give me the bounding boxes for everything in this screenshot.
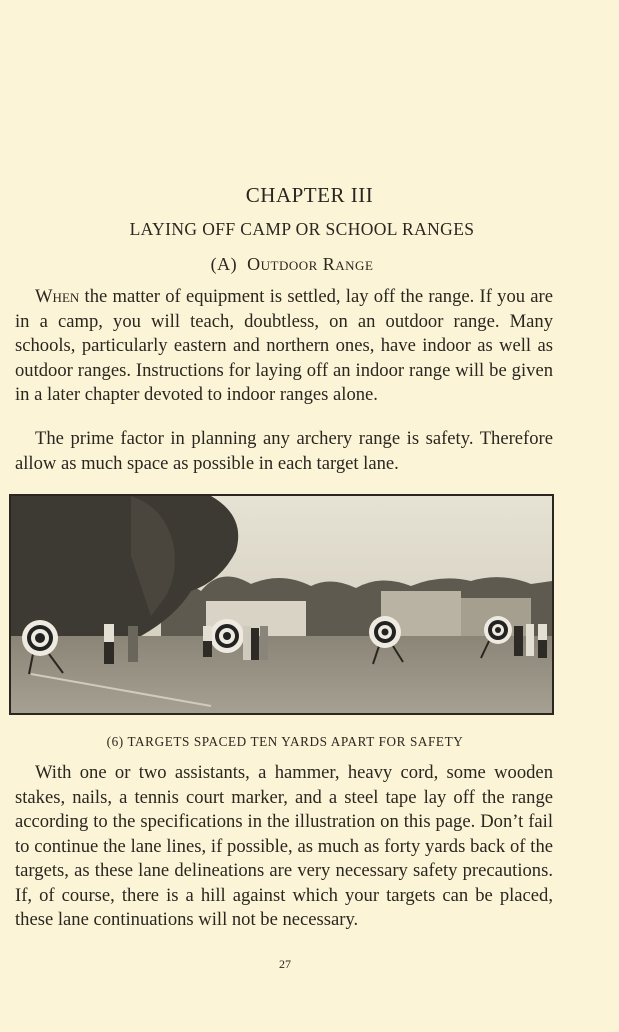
paragraph-intro [15,285,553,408]
paragraph-lead-word: When [35,286,80,307]
paragraph-safety [15,427,553,476]
chapter-title: CHAPTER III [245,183,374,207]
target-2 [210,619,244,653]
paragraph-instructions-text: With one or two assistants, a hammer, heavy cord, some wooden stakes, nails, a tennis court marker, and a steel tape lay off the range according to the specifications in the illustration on this page. Don’t fail to continue the lane lines, if possible, as much as forty yards back of the targets, as these lane delineations are very necessary safety precautions. If, of course, there is a hill against which your targets can be placed, these lane continuations will not be necessary. [15,762,553,930]
paragraph-intro-text: the matter of equipment is settled, lay off the range. If you are in a camp, you will teach, doubtless, on an outdoor range. Many schools, particularly eastern and northern ones, have indoor as well as outdoor ranges. Instructions for laying off an indoor range will be given in a later chapter devoted to indoor ranges alone. [15,286,553,405]
figure-caption: (6) TARGETS SPACED TEN YARDS APART FOR SAFETY [106,734,464,749]
paragraph-instructions [15,761,553,933]
section-label: (A) [210,254,238,274]
chapter-subtitle: LAYING OFF CAMP OR SCHOOL RANGES [129,219,475,239]
section-title: Outdoor Range [247,254,374,274]
section-heading [0,254,572,275]
photo-illustration [11,496,552,713]
grass-field [11,636,552,713]
range-photograph [9,494,554,715]
paragraph-safety-text: The prime factor in planning any archery range is safety. Therefore allow as much space as possible in each target lane. [15,428,553,474]
page-number: 27 [279,957,291,971]
